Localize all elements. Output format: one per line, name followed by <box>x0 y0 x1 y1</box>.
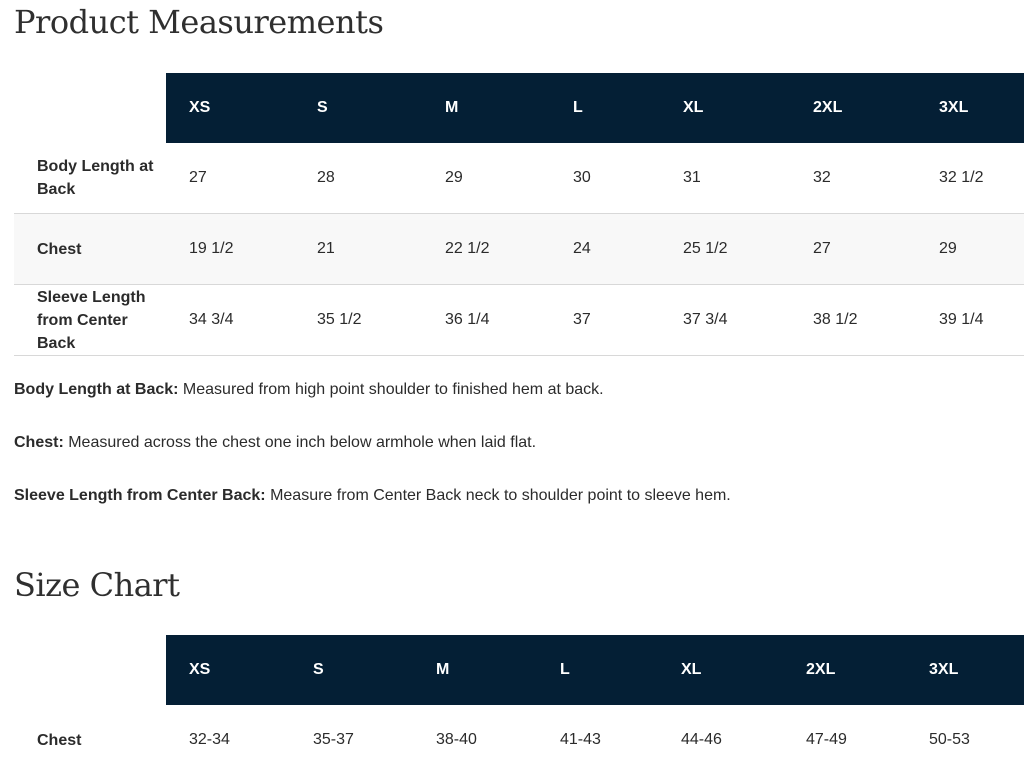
table-header-corner <box>14 635 166 705</box>
table-cell: 24 <box>573 240 591 257</box>
note-text: Measured from high point shoulder to finished hem at back. <box>178 381 604 398</box>
table-cell: 34 3/4 <box>189 311 234 328</box>
size-header-xl: XL <box>658 635 783 705</box>
table-cell: 27 <box>813 240 831 257</box>
size-header-xs: XS <box>166 73 294 143</box>
table-cell: 32 1/2 <box>939 169 984 186</box>
size-header-l: L <box>537 635 658 705</box>
size-header-s: S <box>290 635 413 705</box>
note-term: Chest: <box>14 434 64 451</box>
size-header-3xl: 3XL <box>906 635 1024 705</box>
table-row-body-length <box>14 143 1024 214</box>
product-measurements-title: Product Measurements <box>14 3 384 41</box>
size-header-m: M <box>422 73 550 143</box>
row-label-sleeve-length: Sleeve Length from Center Back <box>37 288 146 352</box>
size-header-2xl: 2XL <box>790 73 916 143</box>
size-header-xl: XL <box>660 73 790 143</box>
table-cell: 27 <box>189 169 207 186</box>
table-cell: 29 <box>445 169 463 186</box>
product-measurements-table <box>14 73 1024 356</box>
table-cell: 37 <box>573 311 591 328</box>
table-cell: 22 1/2 <box>445 240 490 257</box>
table-cell: 41-43 <box>560 731 601 748</box>
table-cell: 38 1/2 <box>813 311 858 328</box>
size-header-3xl: 3XL <box>916 73 1024 143</box>
table-row-chest <box>14 214 1024 285</box>
table-cell: 32 <box>813 169 831 186</box>
row-label-body-length: Body Length at Back <box>37 158 154 198</box>
note-term: Sleeve Length from Center Back: <box>14 487 266 504</box>
measurement-notes <box>14 380 1024 539</box>
table-cell: 28 <box>317 169 335 186</box>
note-term: Body Length at Back: <box>14 381 179 398</box>
size-header-xs: XS <box>166 635 290 705</box>
table-cell: 31 <box>683 169 701 186</box>
table-cell: 30 <box>573 169 591 186</box>
table-cell: 36 1/4 <box>445 311 490 328</box>
size-header-l: L <box>550 73 660 143</box>
table-cell: 44-46 <box>681 731 722 748</box>
table-cell: 37 3/4 <box>683 311 728 328</box>
size-header-m: M <box>413 635 537 705</box>
table-cell: 47-49 <box>806 731 847 748</box>
table-row-sleeve-length <box>14 285 1024 356</box>
row-label-chest: Chest <box>37 240 82 258</box>
table-header-corner <box>14 73 166 143</box>
size-chart-table <box>14 635 1024 775</box>
table-cell: 29 <box>939 240 957 257</box>
size-header-s: S <box>294 73 422 143</box>
table-cell: 35-37 <box>313 731 354 748</box>
table-cell: 50-53 <box>929 731 970 748</box>
table-cell: 39 1/4 <box>939 311 984 328</box>
size-header-2xl: 2XL <box>783 635 906 705</box>
table-row-chest <box>14 705 1024 775</box>
table-cell: 35 1/2 <box>317 311 362 328</box>
row-label-chest: Chest <box>37 731 82 749</box>
table-cell: 19 1/2 <box>189 240 234 257</box>
table-cell: 32-34 <box>189 731 230 748</box>
table-cell: 38-40 <box>436 731 477 748</box>
note-text: Measure from Center Back neck to shoulder point to sleeve hem. <box>265 487 731 504</box>
table-cell: 25 1/2 <box>683 240 728 257</box>
table-header-row <box>14 635 1024 705</box>
note-body-length <box>14 380 1024 399</box>
note-text: Measured across the chest one inch below armhole when laid flat. <box>63 434 537 451</box>
size-chart-title: Size Chart <box>14 566 180 604</box>
table-header-row <box>14 73 1024 143</box>
note-chest <box>14 433 1024 452</box>
table-cell: 21 <box>317 240 335 257</box>
note-sleeve-length <box>14 486 1024 505</box>
